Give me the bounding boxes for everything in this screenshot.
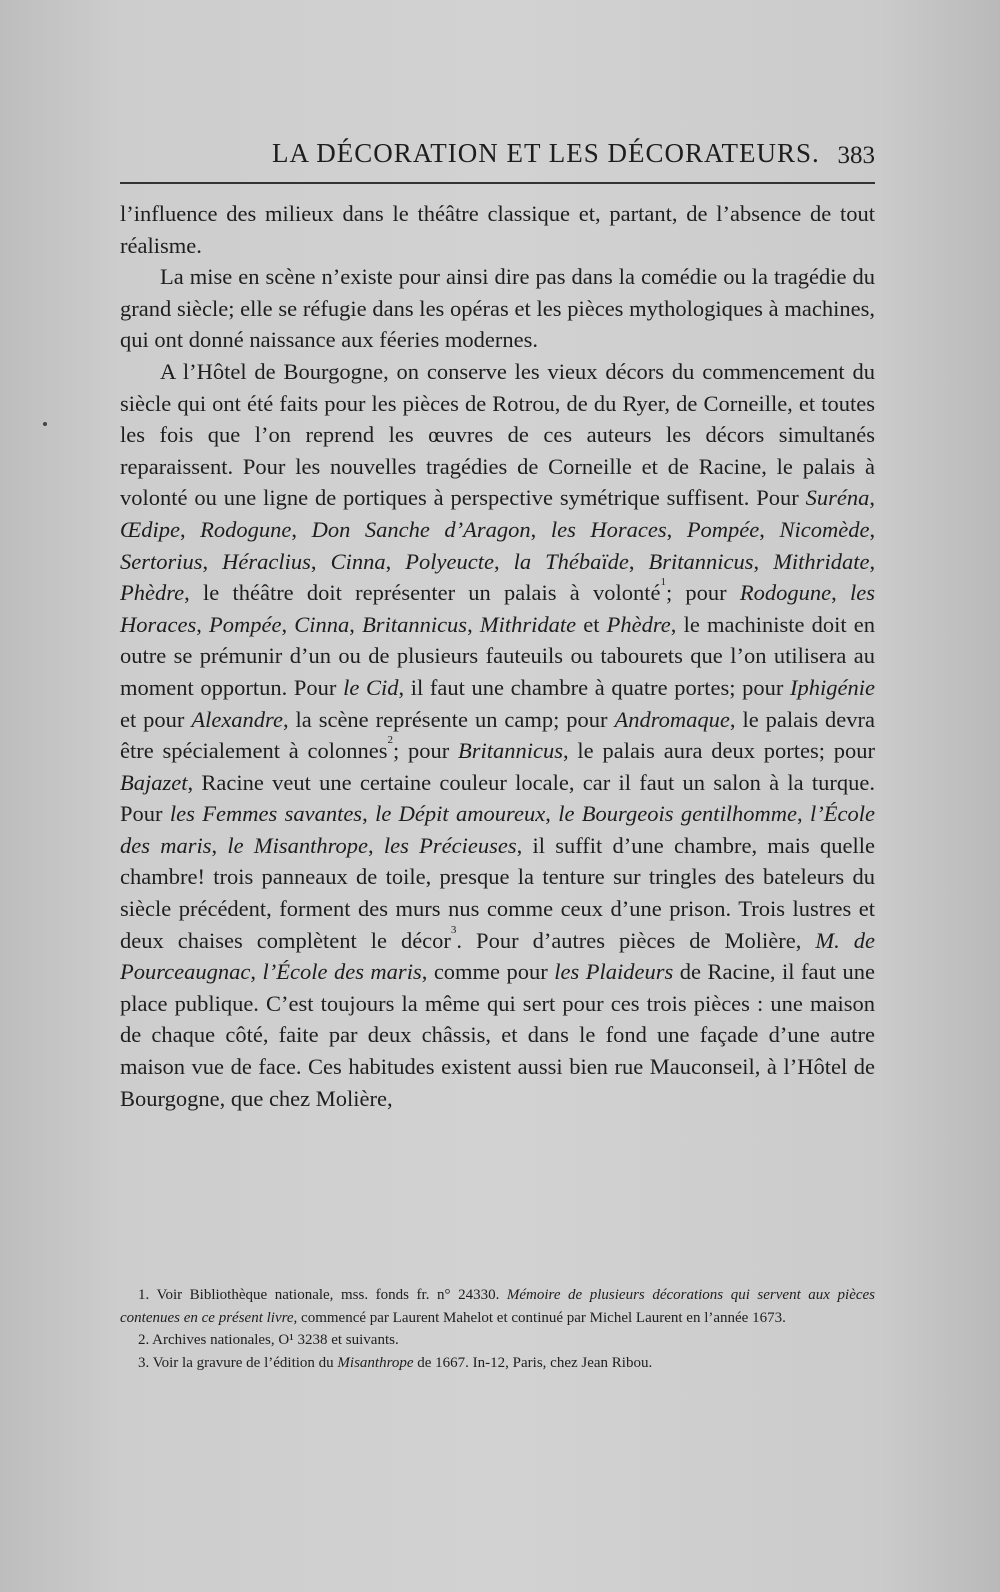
footnote-ref: 2 [387,734,393,747]
play-title: le Dépit amoureux [375,801,546,827]
text-run: , Racine veut une certaine couleur locale, car il faut un salon à la turque. Pour [120,769,875,827]
play-title: Phèdre [120,580,185,606]
page-number: 383 [837,142,875,169]
play-title: Pompée [686,516,760,542]
footnotes [120,1284,875,1374]
play-title: les Femmes savantes [169,801,363,827]
text-run: . Pour d’autres pièces de Molière, [456,927,816,953]
work-title: Misanthrope [337,1354,414,1371]
text-run: , commencé par Laurent Mahelot et continué par Michel Laurent en l’année 1673. [293,1309,786,1326]
play-title: les Précieuses [383,832,517,858]
play-title: l’École des maris [262,959,422,985]
running-title: LA DÉCORATION ET LES DÉCORATEURS. [272,138,820,168]
play-title: Rodogune [200,516,292,542]
text-run: de 1667. In-12, Paris, chez Jean Ribou. [413,1354,653,1371]
paragraph: A l’Hôtel de Bourgogne, on conserve les vieux décors du commencement du siècle qui ont été faits pour les pièces de Rotrou, de du Ryer, de Corneille, et toutes les fois que l’on reprend les œuvres de ces auteurs les décors simultanés reparaissent. Pour les nouvelles tragédies de Corneille et de Racine, le palais à volonté ou une ligne de portiques à perspective symétrique suffisent. Pour Suréna, Œdipe, Rodogune, Don Sanche d’Aragon, les Horaces, Pompée, Nicomède, Sertorius, Héraclius, Cinna, Polyeucte, la Thébaïde, Britannicus, Mithridate, Phèdre, le théâtre doit représenter un palais à volonté$^1$; pour Rodogune, les Horaces, Pompée, Cinna, Britannicus, Mithridate et Phèdre, le machiniste doit en outre se prémunir d’un ou de plusieurs fauteuils ou tabourets que l’on utilisera au moment opportun. Pour le Cid, il faut une chambre à quatre portes; pour Iphigénie et pour Alexandre, la scène représente un camp; pour Andromaque, le palais devra être spécialement à colonnes$^2$; pour Britannicus, le palais aura deux portes; pour Bajazet, Racine veut une certaine couleur locale, car il faut un salon à la turque. Pour les Femmes savantes, le Dépit amoureux, le Bourgeois gentilhomme, l’École des maris, le Misanthrope, les Précieuses, il suffit d’une chambre, mais quelle chambre! trois panneaux de toile, presque la tenture sur tringles des bateleurs du siècle précédent, forment des murs nus comme ceux d’une prison. Trois lustres et deux chaises complètent le décor$^3$. Pour d’autres pièces de Molière, M. de Pourceaugnac, l’École des maris, comme pour les Plaideurs de Racine, il faut une place publique. C’est toujours la même qui sert pour ces trois pièces : une maison de chaque côté, faite par deux châssis, et dans le fond une façade d’une autre maison vue de face. Ces habitudes existent aussi bien rue Mauconseil, à l’Hôtel de Bourgogne, que chez Molière, [120,358,876,1111]
play-title: Britannicus [362,611,468,637]
play-title: Pompée [209,611,282,637]
play-title: M. de Pourceaugnac [120,927,875,985]
paragraph: l’influence des milieux dans le théâtre classique et, partant, de l’absence de tout réalisme. [120,201,875,258]
play-title: les Horaces [550,516,667,542]
play-title: les Plaideurs [554,959,674,985]
text-run: , la scène représente un camp; pour [282,706,615,732]
text-run: et [576,611,607,637]
text-run: , le palais aura deux portes; pour [563,738,875,764]
footnote-ref: 3 [450,923,457,936]
text-run: ; pour [392,738,459,764]
play-title: Andromaque [614,706,730,732]
play-title: Œdipe [120,516,180,542]
text-run: , il suffit d’une chambre, mais quelle chambre! trois panneaux de toile, presque la tenture sur tringles des bateleurs du siècle précédent, forment des murs nus comme ceux d’une prison. Trois lustres et deux chaises complètent le décor [120,832,876,953]
text-run: et pour [120,706,192,732]
text-run: , comme pour [421,959,555,985]
header-rule [120,182,875,184]
play-title: les Horaces [120,580,876,637]
footnote-2: 2. Archives nationales, O¹ 3238 et suivants. [138,1332,399,1348]
play-title: Bajazet [120,769,188,795]
play-title: le Cid [343,674,399,700]
text-run: A l’Hôtel de Bourgogne, on conserve les vieux décors du commencement du siècle qui ont été faits pour les pièces de Rotrou, de du Ryer, de Corneille, et toutes les fois que l’on reprend les œuvres de ces auteurs les décors simultanés reparaissent. Pour les nouvelles tragédies de Corneille et de Racine, le palais à volonté ou une ligne de portiques à perspective symétrique suffisent. Pour [120,358,875,511]
play-title: la Thébaïde [513,548,629,574]
play-title: Polyeucte [405,548,494,574]
play-title: Britannicus [648,548,754,574]
play-title: Cinna [330,548,386,574]
play-title: Rodogune [739,580,832,606]
play-title: Iphigénie [790,674,876,700]
text-run: , le théâtre doit représenter un palais à volonté [184,580,661,606]
text-run: 1. Voir Bibliothèque nationale, mss. fonds fr. n° 24330. [138,1287,507,1303]
margin-dot [43,422,47,426]
text-run: , il faut une chambre à quatre portes; pour [398,674,791,700]
play-title: Sertorius [120,548,203,574]
play-title: le Bourgeois gentilhomme [558,801,798,827]
main-text [120,198,875,1114]
play-title: le Misanthrope [227,832,369,858]
text-run: ; pour [665,580,740,606]
play-title: Mithridate [773,548,870,574]
play-title: Alexandre [191,706,283,732]
paragraph: La mise en scène n’existe pour ainsi dire pas dans la comédie ou la tragédie du grand siècle; elle se réfugie dans les opéras et les pièces mythologiques à machines, qui ont donné naissance aux féeries modernes. [120,264,875,353]
play-title: Suréna [805,485,870,511]
text-run: de Racine, il faut une place publique. C’est toujours la même qui sert pour ces trois pièces : une maison de chaque côté, faite par deux châssis, et dans le fond une façade d’une autre maison vue de face. Ces habitudes existent aussi bien rue Mauconseil, à l’Hôtel de Bourgogne, que chez Molière, [120,959,875,1111]
play-title: Héraclius [222,548,311,574]
play-title: Cinna [294,611,350,637]
footnote-3 [120,1352,875,1375]
page-header [120,138,875,172]
play-title: Nicomède [779,516,870,542]
text-run: 3. Voir la gravure de l’édition du [138,1354,338,1371]
play-title: Don Sanche d’Aragon [311,516,531,542]
footnote-1 [120,1284,875,1329]
work-title: Mémoire de plusieurs décorations qui servent aux pièces contenues en ce présent livre [120,1287,876,1326]
play-title: Mithridate [479,611,577,637]
text-run: , le machiniste doit en outre se prémunir d’un ou de plusieurs fauteuils ou tabourets que l’on utilisera au moment opportun. Pour [120,611,875,700]
text-run: , le palais devra être spécialement à colonnes [120,706,875,764]
play-title: Phèdre [606,611,671,637]
play-title: l’École des maris [120,801,876,858]
footnote-ref: 1 [660,576,666,589]
play-title: Britannicus [458,738,564,764]
